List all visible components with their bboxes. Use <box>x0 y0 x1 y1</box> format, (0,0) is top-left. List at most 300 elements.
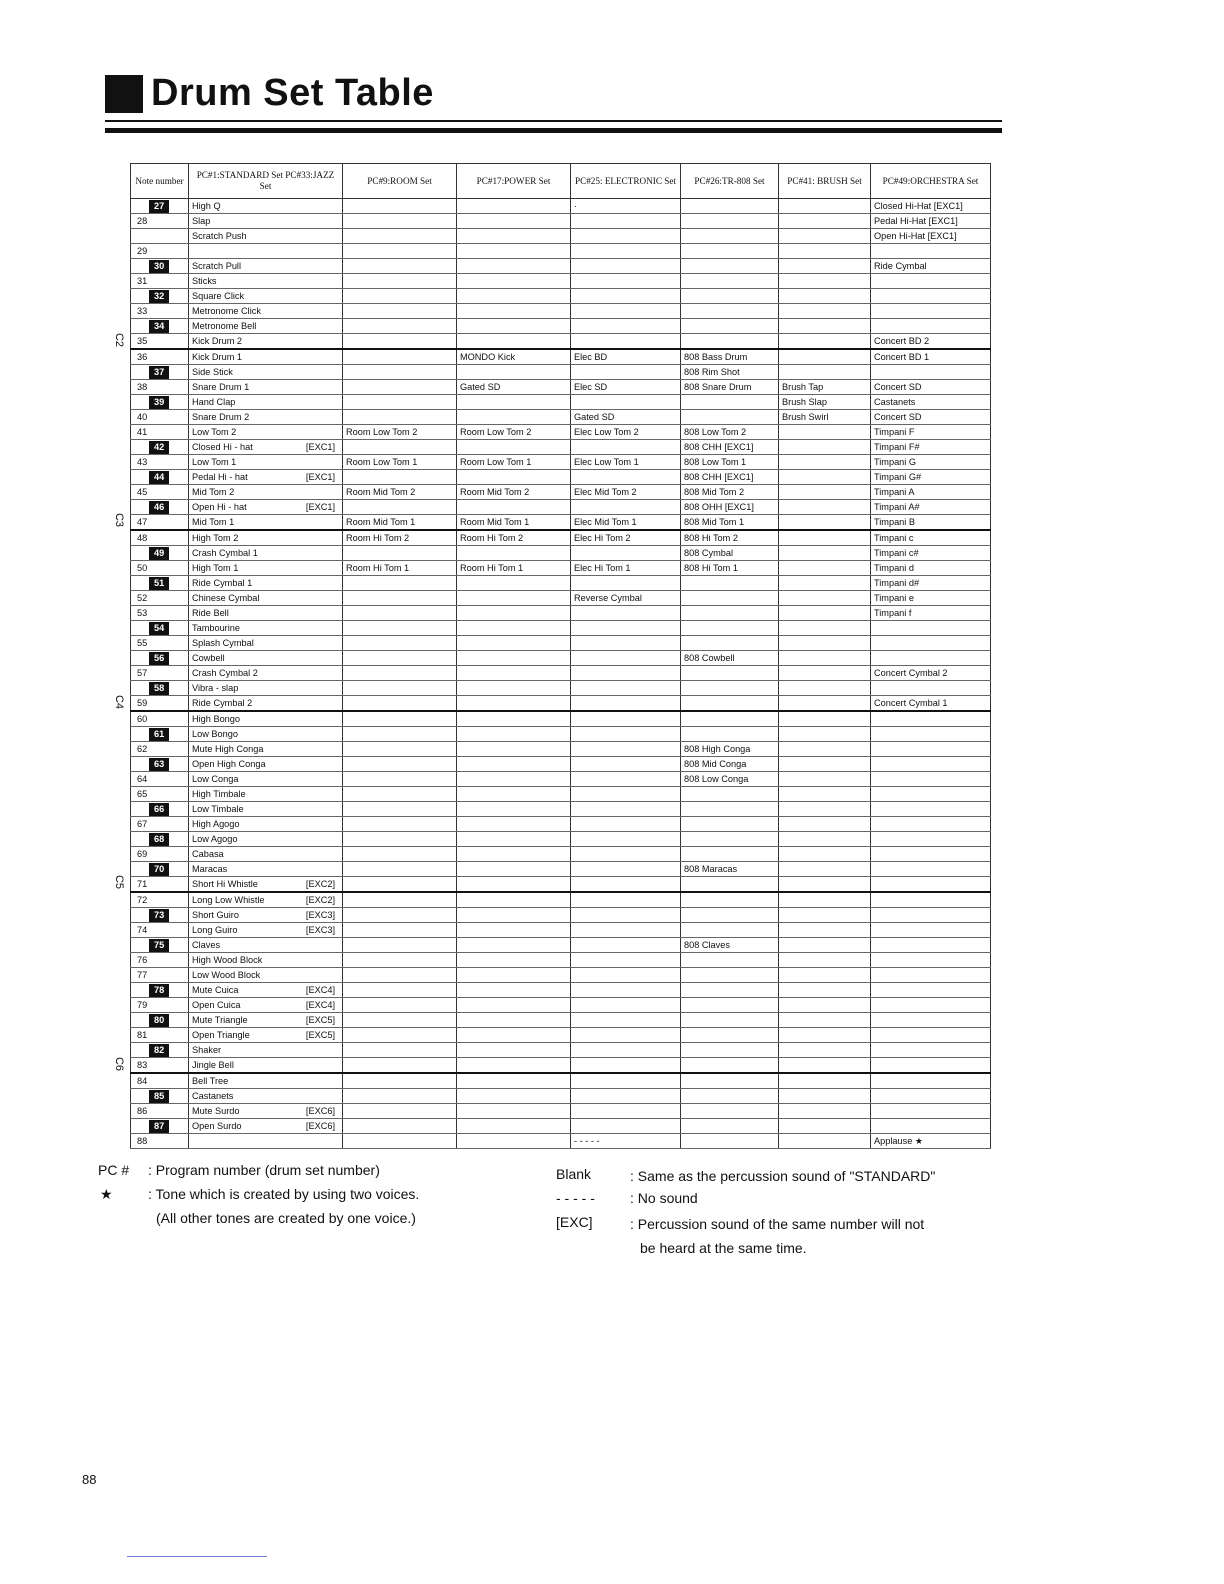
white-key-note: 57 <box>137 668 148 678</box>
power-set-cell <box>457 757 571 772</box>
room-set-cell <box>343 410 457 425</box>
black-key-note: 68 <box>149 833 169 846</box>
black-key-note: 32 <box>149 290 169 303</box>
brush-set-cell: Brush Slap <box>779 395 871 410</box>
power-set-cell <box>457 817 571 832</box>
power-set-cell <box>457 998 571 1013</box>
tr808-set-cell <box>681 1043 779 1058</box>
note-number-cell <box>131 229 189 244</box>
power-set-cell <box>457 847 571 862</box>
tone-name: Scratch Pull <box>192 261 242 271</box>
orch-set-cell: Ride Cymbal <box>871 259 991 274</box>
tone-name: Maracas <box>192 864 228 874</box>
standard-set-cell <box>189 1089 343 1104</box>
power-set-cell <box>457 1073 571 1089</box>
note-number-cell <box>131 576 189 591</box>
black-key-note: 42 <box>149 441 169 454</box>
orch-set-cell: Timpani c# <box>871 546 991 561</box>
note-number-cell <box>131 289 189 304</box>
tr808-set-cell <box>681 802 779 817</box>
power-set-cell <box>457 1013 571 1028</box>
standard-set-cell <box>189 847 343 862</box>
tr808-set-cell <box>681 289 779 304</box>
black-key-note: 44 <box>149 471 169 484</box>
white-key-note: 41 <box>137 427 148 437</box>
black-key-note: 78 <box>149 984 169 997</box>
note-number-cell <box>131 500 189 515</box>
orch-set-cell: Timpani G# <box>871 470 991 485</box>
elec-set-cell <box>571 1073 681 1089</box>
white-key-note: 79 <box>137 1000 148 1010</box>
note-number-cell <box>131 772 189 787</box>
orch-set-cell <box>871 1043 991 1058</box>
note-number-cell <box>131 651 189 666</box>
note-number-cell <box>131 515 189 531</box>
elec-set-cell: Elec Hi Tom 2 <box>571 530 681 546</box>
power-set-cell <box>457 259 571 274</box>
tone-name: Slap <box>192 216 211 226</box>
room-set-cell <box>343 953 457 968</box>
white-key-note: 67 <box>137 819 148 829</box>
exclusive-group: [EXC2] <box>305 895 335 905</box>
brush-set-cell <box>779 817 871 832</box>
exclusive-group: [EXC6] <box>305 1121 335 1131</box>
header-electronic-set: PC#25: ELECTRONIC Set <box>571 164 681 199</box>
brush-set-cell <box>779 259 871 274</box>
room-set-cell <box>343 319 457 334</box>
exclusive-group: [EXC1] <box>305 472 335 482</box>
black-key-note: 49 <box>149 547 169 560</box>
standard-set-cell <box>189 1043 343 1058</box>
orch-set-cell <box>871 742 991 757</box>
power-set-cell <box>457 832 571 847</box>
brush-set-cell <box>779 606 871 621</box>
tone-name: Metronome Bell <box>192 321 257 331</box>
room-set-cell <box>343 304 457 319</box>
table-row <box>131 862 991 877</box>
black-key-note: 73 <box>149 909 169 922</box>
note-number-cell <box>131 1104 189 1119</box>
power-set-cell: Room Hi Tom 1 <box>457 561 571 576</box>
white-key-note: 62 <box>137 744 148 754</box>
elec-set-cell <box>571 877 681 893</box>
table-row <box>131 983 991 998</box>
white-key-note: 52 <box>137 593 148 603</box>
black-key-note: 66 <box>149 803 169 816</box>
white-key-note: 71 <box>137 879 148 889</box>
table-row <box>131 380 991 395</box>
power-set-cell <box>457 334 571 350</box>
tone-name: Open High Conga <box>192 759 266 769</box>
exclusive-group: [EXC1] <box>305 442 335 452</box>
orch-set-cell: Timpani d# <box>871 576 991 591</box>
power-set-cell <box>457 395 571 410</box>
brush-set-cell <box>779 938 871 953</box>
room-set-cell <box>343 334 457 350</box>
table-row <box>131 561 991 576</box>
brush-set-cell <box>779 455 871 470</box>
brush-set-cell <box>779 1104 871 1119</box>
orch-set-cell: Concert BD 2 <box>871 334 991 350</box>
table-row <box>131 832 991 847</box>
room-set-cell <box>343 787 457 802</box>
power-set-cell <box>457 606 571 621</box>
brush-set-cell <box>779 214 871 229</box>
brush-set-cell <box>779 696 871 712</box>
tr808-set-cell: 808 OHH [EXC1] <box>681 500 779 515</box>
tone-name: Open Hi - hat <box>192 502 247 512</box>
orch-set-cell <box>871 908 991 923</box>
tone-name: Shaker <box>192 1045 222 1055</box>
orch-set-cell <box>871 847 991 862</box>
tr808-set-cell <box>681 244 779 259</box>
table-row <box>131 546 991 561</box>
white-key-note: 48 <box>137 533 148 543</box>
orch-set-cell <box>871 1119 991 1134</box>
note-number-cell <box>131 908 189 923</box>
power-set-cell <box>457 244 571 259</box>
room-set-cell <box>343 1119 457 1134</box>
header-tr808-set: PC#26:TR-808 Set <box>681 164 779 199</box>
octave-label: C6 <box>113 1056 126 1072</box>
tone-name: Castanets <box>192 1091 234 1101</box>
note-number-cell <box>131 380 189 395</box>
drum-set-table-container <box>130 163 990 1149</box>
tone-name: High Bongo <box>192 714 241 724</box>
room-set-cell <box>343 606 457 621</box>
power-set-cell <box>457 319 571 334</box>
octave-label: C2 <box>113 332 126 348</box>
standard-set-cell <box>189 576 343 591</box>
room-set-cell <box>343 817 457 832</box>
brush-set-cell <box>779 681 871 696</box>
orch-set-cell: Timpani f <box>871 606 991 621</box>
elec-set-cell <box>571 440 681 455</box>
tr808-set-cell <box>681 606 779 621</box>
note-number-cell <box>131 425 189 440</box>
table-row <box>131 274 991 289</box>
standard-set-cell <box>189 365 343 380</box>
note-number-cell <box>131 546 189 561</box>
room-set-cell <box>343 666 457 681</box>
tone-name: Long Low Whistle <box>192 895 265 905</box>
room-set-cell <box>343 998 457 1013</box>
elec-set-cell <box>571 244 681 259</box>
tr808-set-cell: 808 Claves <box>681 938 779 953</box>
elec-set-cell <box>571 651 681 666</box>
orch-set-cell <box>871 877 991 893</box>
brush-set-cell <box>779 576 871 591</box>
brush-set-cell <box>779 666 871 681</box>
header-room-set: PC#9:ROOM Set <box>343 164 457 199</box>
black-key-note: 34 <box>149 320 169 333</box>
tone-name: Tambourine <box>192 623 241 633</box>
white-key-note: 74 <box>137 925 148 935</box>
room-set-cell <box>343 681 457 696</box>
power-set-cell <box>457 787 571 802</box>
header-rule-thick <box>105 128 1002 133</box>
elec-set-cell <box>571 983 681 998</box>
tr808-set-cell: 808 Bass Drum <box>681 349 779 365</box>
white-key-note: 55 <box>137 638 148 648</box>
tone-name: Mute Surdo <box>192 1106 240 1116</box>
orch-set-cell <box>871 862 991 877</box>
power-set-cell: Room Mid Tom 1 <box>457 515 571 531</box>
brush-set-cell <box>779 727 871 742</box>
brush-set-cell <box>779 591 871 606</box>
elec-set-cell <box>571 274 681 289</box>
note-number-cell <box>131 923 189 938</box>
tone-name: Claves <box>192 940 221 950</box>
table-row <box>131 953 991 968</box>
note-number-cell <box>131 742 189 757</box>
standard-set-cell <box>189 455 343 470</box>
standard-set-cell <box>189 591 343 606</box>
standard-set-cell <box>189 998 343 1013</box>
tone-name: Mute Triangle <box>192 1015 248 1025</box>
room-set-cell <box>343 727 457 742</box>
tr808-set-cell <box>681 259 779 274</box>
standard-set-cell <box>189 1134 343 1149</box>
elec-set-cell <box>571 289 681 304</box>
room-set-cell <box>343 1134 457 1149</box>
elec-set-cell: Elec SD <box>571 380 681 395</box>
tr808-set-cell <box>681 666 779 681</box>
elec-set-cell: Elec Hi Tom 1 <box>571 561 681 576</box>
standard-set-cell <box>189 968 343 983</box>
standard-set-cell <box>189 877 343 893</box>
elec-set-cell <box>571 259 681 274</box>
elec-set-cell: Elec Mid Tom 2 <box>571 485 681 500</box>
table-row <box>131 591 991 606</box>
table-row <box>131 470 991 485</box>
tr808-set-cell <box>681 274 779 289</box>
orch-set-cell <box>871 938 991 953</box>
tr808-set-cell <box>681 877 779 893</box>
standard-set-cell <box>189 485 343 500</box>
tr808-set-cell <box>681 832 779 847</box>
brush-set-cell <box>779 983 871 998</box>
tone-name: Vibra - slap <box>192 683 239 693</box>
brush-set-cell <box>779 1073 871 1089</box>
elec-set-cell <box>571 832 681 847</box>
orch-set-cell: Timpani d <box>871 561 991 576</box>
note-number-cell <box>131 244 189 259</box>
legend-pc-text: : Program number (drum set number) <box>148 1162 380 1178</box>
tr808-set-cell <box>681 892 779 908</box>
power-set-cell <box>457 304 571 319</box>
tone-name: Square Click <box>192 291 245 301</box>
tr808-set-cell <box>681 1119 779 1134</box>
elec-set-cell <box>571 229 681 244</box>
note-number-cell <box>131 455 189 470</box>
brush-set-cell <box>779 923 871 938</box>
tr808-set-cell <box>681 199 779 214</box>
tr808-set-cell: 808 CHH [EXC1] <box>681 470 779 485</box>
orch-set-cell <box>871 319 991 334</box>
table-row <box>131 455 991 470</box>
brush-set-cell <box>779 561 871 576</box>
power-set-cell: Gated SD <box>457 380 571 395</box>
room-set-cell <box>343 757 457 772</box>
elec-set-cell <box>571 923 681 938</box>
elec-set-cell <box>571 214 681 229</box>
black-key-note: 87 <box>149 1120 169 1133</box>
power-set-cell <box>457 214 571 229</box>
white-key-note: 53 <box>137 608 148 618</box>
room-set-cell: Room Mid Tom 1 <box>343 515 457 531</box>
tr808-set-cell <box>681 1104 779 1119</box>
table-row <box>131 410 991 425</box>
room-set-cell <box>343 923 457 938</box>
standard-set-cell <box>189 1028 343 1043</box>
brush-set-cell <box>779 244 871 259</box>
table-row <box>131 289 991 304</box>
tr808-set-cell: 808 Maracas <box>681 862 779 877</box>
white-key-note: 76 <box>137 955 148 965</box>
room-set-cell <box>343 742 457 757</box>
power-set-cell <box>457 651 571 666</box>
header-note-number: Note number <box>131 164 189 199</box>
power-set-cell <box>457 802 571 817</box>
room-set-cell <box>343 968 457 983</box>
elec-set-cell: Elec Mid Tom 1 <box>571 515 681 531</box>
tone-name: Kick Drum 2 <box>192 336 243 346</box>
elec-set-cell <box>571 681 681 696</box>
room-set-cell <box>343 651 457 666</box>
elec-set-cell <box>571 953 681 968</box>
elec-set-cell <box>571 500 681 515</box>
table-row <box>131 817 991 832</box>
room-set-cell <box>343 576 457 591</box>
power-set-cell <box>457 546 571 561</box>
octave-label: C5 <box>113 874 126 890</box>
room-set-cell <box>343 289 457 304</box>
black-key-note: 46 <box>149 501 169 514</box>
standard-set-cell <box>189 274 343 289</box>
orch-set-cell <box>871 832 991 847</box>
elec-set-cell <box>571 334 681 350</box>
elec-set-cell <box>571 908 681 923</box>
tr808-set-cell: 808 Cowbell <box>681 651 779 666</box>
standard-set-cell <box>189 530 343 546</box>
table-row <box>131 500 991 515</box>
note-number-cell <box>131 1073 189 1089</box>
note-number-cell <box>131 1043 189 1058</box>
white-key-note: 45 <box>137 487 148 497</box>
white-key-note: 29 <box>137 246 148 256</box>
room-set-cell <box>343 847 457 862</box>
brush-set-cell <box>779 485 871 500</box>
table-row <box>131 847 991 862</box>
tone-name: Open Cuica <box>192 1000 241 1010</box>
standard-set-cell <box>189 229 343 244</box>
power-set-cell <box>457 953 571 968</box>
standard-set-cell <box>189 757 343 772</box>
brush-set-cell <box>779 1119 871 1134</box>
standard-set-cell <box>189 425 343 440</box>
tone-name: Mute Cuica <box>192 985 239 995</box>
orch-set-cell <box>871 289 991 304</box>
header-rule-thin <box>105 120 1002 122</box>
standard-set-cell <box>189 515 343 531</box>
orch-set-cell <box>871 1028 991 1043</box>
tone-name: Low Tom 2 <box>192 427 237 437</box>
tone-name: High Tom 2 <box>192 533 239 543</box>
tr808-set-cell <box>681 410 779 425</box>
tr808-set-cell <box>681 591 779 606</box>
brush-set-cell <box>779 425 871 440</box>
room-set-cell <box>343 199 457 214</box>
tone-name: High Wood Block <box>192 955 263 965</box>
power-set-cell <box>457 666 571 681</box>
elec-set-cell <box>571 968 681 983</box>
elec-set-cell <box>571 606 681 621</box>
orch-set-cell <box>871 787 991 802</box>
brush-set-cell <box>779 711 871 727</box>
orch-set-cell <box>871 1089 991 1104</box>
table-row <box>131 395 991 410</box>
elec-set-cell <box>571 892 681 908</box>
elec-set-cell <box>571 546 681 561</box>
orch-set-cell <box>871 304 991 319</box>
power-set-cell: Room Low Tom 1 <box>457 455 571 470</box>
tr808-set-cell: 808 Rim Shot <box>681 365 779 380</box>
brush-set-cell <box>779 862 871 877</box>
table-row <box>131 711 991 727</box>
power-set-cell <box>457 1119 571 1134</box>
white-key-note: 83 <box>137 1060 148 1070</box>
brush-set-cell <box>779 847 871 862</box>
elec-set-cell <box>571 1089 681 1104</box>
power-set-cell <box>457 621 571 636</box>
white-key-note <box>135 231 137 241</box>
brush-set-cell <box>779 908 871 923</box>
orch-set-cell <box>871 953 991 968</box>
standard-set-cell <box>189 500 343 515</box>
table-header-row <box>131 164 991 199</box>
tone-name: Snare Drum 1 <box>192 382 250 392</box>
orch-set-cell: Timpani G <box>871 455 991 470</box>
brush-set-cell <box>779 365 871 380</box>
black-key-note: 54 <box>149 622 169 635</box>
legend-star-text: : Tone which is created by using two voices. <box>148 1186 420 1202</box>
orch-set-cell <box>871 636 991 651</box>
table-row <box>131 727 991 742</box>
orch-set-cell <box>871 1073 991 1089</box>
orch-set-cell: Concert Cymbal 1 <box>871 696 991 712</box>
power-set-cell <box>457 470 571 485</box>
standard-set-cell <box>189 621 343 636</box>
elec-set-cell <box>571 862 681 877</box>
orch-set-cell: Applause ★ <box>871 1134 991 1149</box>
table-row <box>131 1013 991 1028</box>
table-row <box>131 742 991 757</box>
room-set-cell <box>343 500 457 515</box>
elec-set-cell <box>571 1043 681 1058</box>
room-set-cell <box>343 1013 457 1028</box>
room-set-cell <box>343 395 457 410</box>
tr808-set-cell: 808 Low Tom 1 <box>681 455 779 470</box>
tone-name: Snare Drum 2 <box>192 412 250 422</box>
tone-name: Low Bongo <box>192 729 238 739</box>
white-key-note: 50 <box>137 563 148 573</box>
power-set-cell <box>457 229 571 244</box>
brush-set-cell <box>779 199 871 214</box>
power-set-cell <box>457 636 571 651</box>
table-row <box>131 515 991 531</box>
exclusive-group: [EXC1] <box>305 502 335 512</box>
